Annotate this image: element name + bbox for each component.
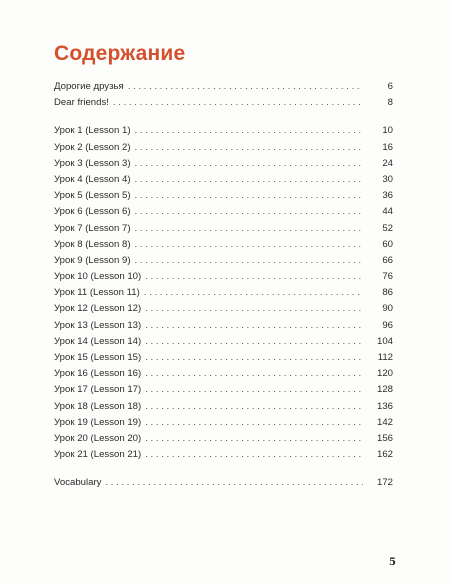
leader-dots xyxy=(145,301,363,317)
toc-entry-page: 44 xyxy=(382,206,393,218)
toc-entry-label: Дорогие друзья xyxy=(54,81,124,92)
toc-entry[interactable] xyxy=(54,95,393,111)
toc-entry-page: 156 xyxy=(376,432,393,444)
toc-entry[interactable] xyxy=(54,447,393,463)
toc-entry[interactable] xyxy=(54,431,393,447)
toc-entry-label: Урок 17 (Lesson 17) xyxy=(54,384,142,396)
leader-dots xyxy=(135,156,363,172)
toc-entry-label: Урок 5 (Lesson 5) xyxy=(54,190,131,202)
leader-dots xyxy=(145,447,363,463)
toc-entry-page: 120 xyxy=(376,368,393,380)
toc-entry-label: Урок 8 (Lesson 8) xyxy=(54,238,131,250)
leader-dots xyxy=(145,350,363,366)
toc-entry-label: Урок 16 (Lesson 16) xyxy=(54,368,142,380)
toc-entry-label: Урок 10 (Lesson 10) xyxy=(54,271,142,283)
toc-entry[interactable] xyxy=(54,415,393,431)
toc-outro-section xyxy=(54,475,393,491)
toc-entry[interactable] xyxy=(54,123,393,139)
toc-entry-label: Урок 20 (Lesson 20) xyxy=(54,432,142,444)
toc-entry-label: Урок 19 (Lesson 19) xyxy=(54,416,142,428)
leader-dots xyxy=(128,79,363,95)
toc-entry-page: 172 xyxy=(376,477,393,489)
toc-entry[interactable] xyxy=(54,188,393,204)
toc-entry-page: 60 xyxy=(382,238,393,250)
table-of-contents xyxy=(54,79,393,492)
leader-dots xyxy=(144,285,363,301)
toc-entry-label: Урок 11 (Lesson 11) xyxy=(54,287,140,299)
toc-entry-label: Урок 4 (Lesson 4) xyxy=(54,173,131,185)
toc-entry-label: Урок 7 (Lesson 7) xyxy=(54,222,131,234)
toc-entry-page: 16 xyxy=(382,141,393,153)
toc-entry-page: 112 xyxy=(377,352,393,363)
toc-entry[interactable] xyxy=(54,79,393,95)
toc-entry-page: 86 xyxy=(382,287,393,299)
toc-entry-label: Урок 6 (Lesson 6) xyxy=(54,206,131,218)
toc-entry[interactable] xyxy=(54,366,393,382)
toc-entry-label: Урок 21 (Lesson 21) xyxy=(54,449,142,461)
toc-intro-section xyxy=(54,79,393,111)
leader-dots xyxy=(145,269,363,285)
toc-entry-page: 6 xyxy=(387,81,393,92)
leader-dots xyxy=(113,95,363,111)
toc-entry-page: 90 xyxy=(382,303,393,315)
leader-dots xyxy=(135,172,363,188)
toc-entry[interactable] xyxy=(54,237,393,253)
leader-dots xyxy=(135,237,363,253)
toc-entry[interactable] xyxy=(54,382,393,398)
toc-entry-page: 66 xyxy=(382,254,393,266)
toc-lessons-section xyxy=(54,123,393,463)
toc-entry[interactable] xyxy=(54,318,393,334)
toc-entry-page: 104 xyxy=(376,335,393,347)
toc-entry[interactable] xyxy=(54,156,393,172)
leader-dots xyxy=(145,399,363,415)
leader-dots xyxy=(145,382,363,398)
toc-entry-label: Vocabulary xyxy=(54,477,102,489)
toc-entry-page: 52 xyxy=(382,222,393,234)
section-gap xyxy=(54,463,393,475)
toc-entry[interactable] xyxy=(54,221,393,237)
toc-entry-label: Урок 3 (Lesson 3) xyxy=(54,157,131,169)
toc-entry-page: 128 xyxy=(376,384,393,396)
page-number: 5 xyxy=(389,557,396,568)
toc-entry[interactable] xyxy=(54,301,393,317)
toc-entry-page: 30 xyxy=(382,173,393,185)
leader-dots xyxy=(135,221,363,237)
section-gap xyxy=(54,111,393,123)
toc-entry[interactable] xyxy=(54,285,393,301)
leader-dots xyxy=(135,253,363,269)
toc-entry-label: Урок 13 (Lesson 13) xyxy=(54,319,142,331)
toc-entry[interactable] xyxy=(54,399,393,415)
toc-entry-page: 142 xyxy=(376,416,393,428)
toc-entry-label: Урок 1 (Lesson 1) xyxy=(54,125,131,137)
toc-entry-page: 8 xyxy=(387,97,393,109)
page-title: Содержание xyxy=(54,42,186,65)
toc-entry-label: Урок 2 (Lesson 2) xyxy=(54,141,131,153)
leader-dots xyxy=(135,140,363,156)
toc-entry[interactable] xyxy=(54,172,393,188)
leader-dots xyxy=(145,415,363,431)
toc-entry-page: 136 xyxy=(376,400,393,412)
toc-entry[interactable] xyxy=(54,475,393,491)
toc-entry-label: Урок 15 (Lesson 15) xyxy=(54,352,142,363)
toc-entry[interactable] xyxy=(54,204,393,220)
toc-entry[interactable] xyxy=(54,269,393,285)
toc-entry[interactable] xyxy=(54,350,393,366)
toc-entry[interactable] xyxy=(54,334,393,350)
leader-dots xyxy=(135,123,363,139)
toc-entry-label: Урок 12 (Lesson 12) xyxy=(54,303,142,315)
leader-dots xyxy=(145,366,363,382)
toc-entry-label: Урок 14 (Lesson 14) xyxy=(54,335,142,347)
toc-entry-label: Урок 9 (Lesson 9) xyxy=(54,254,131,266)
leader-dots xyxy=(105,475,363,491)
toc-entry-page: 96 xyxy=(382,319,393,331)
leader-dots xyxy=(145,431,363,447)
toc-entry-page: 24 xyxy=(382,157,393,169)
toc-entry-page: 162 xyxy=(376,449,393,461)
toc-entry-page: 36 xyxy=(382,190,393,202)
toc-entry-page: 76 xyxy=(382,271,393,283)
toc-entry[interactable] xyxy=(54,140,393,156)
leader-dots xyxy=(135,188,363,204)
leader-dots xyxy=(135,204,363,220)
toc-entry[interactable] xyxy=(54,253,393,269)
leader-dots xyxy=(145,318,363,334)
leader-dots xyxy=(145,334,363,350)
toc-entry-label: Dear friends! xyxy=(54,97,109,109)
toc-entry-label: Урок 18 (Lesson 18) xyxy=(54,400,142,412)
toc-entry-page: 10 xyxy=(382,125,393,137)
